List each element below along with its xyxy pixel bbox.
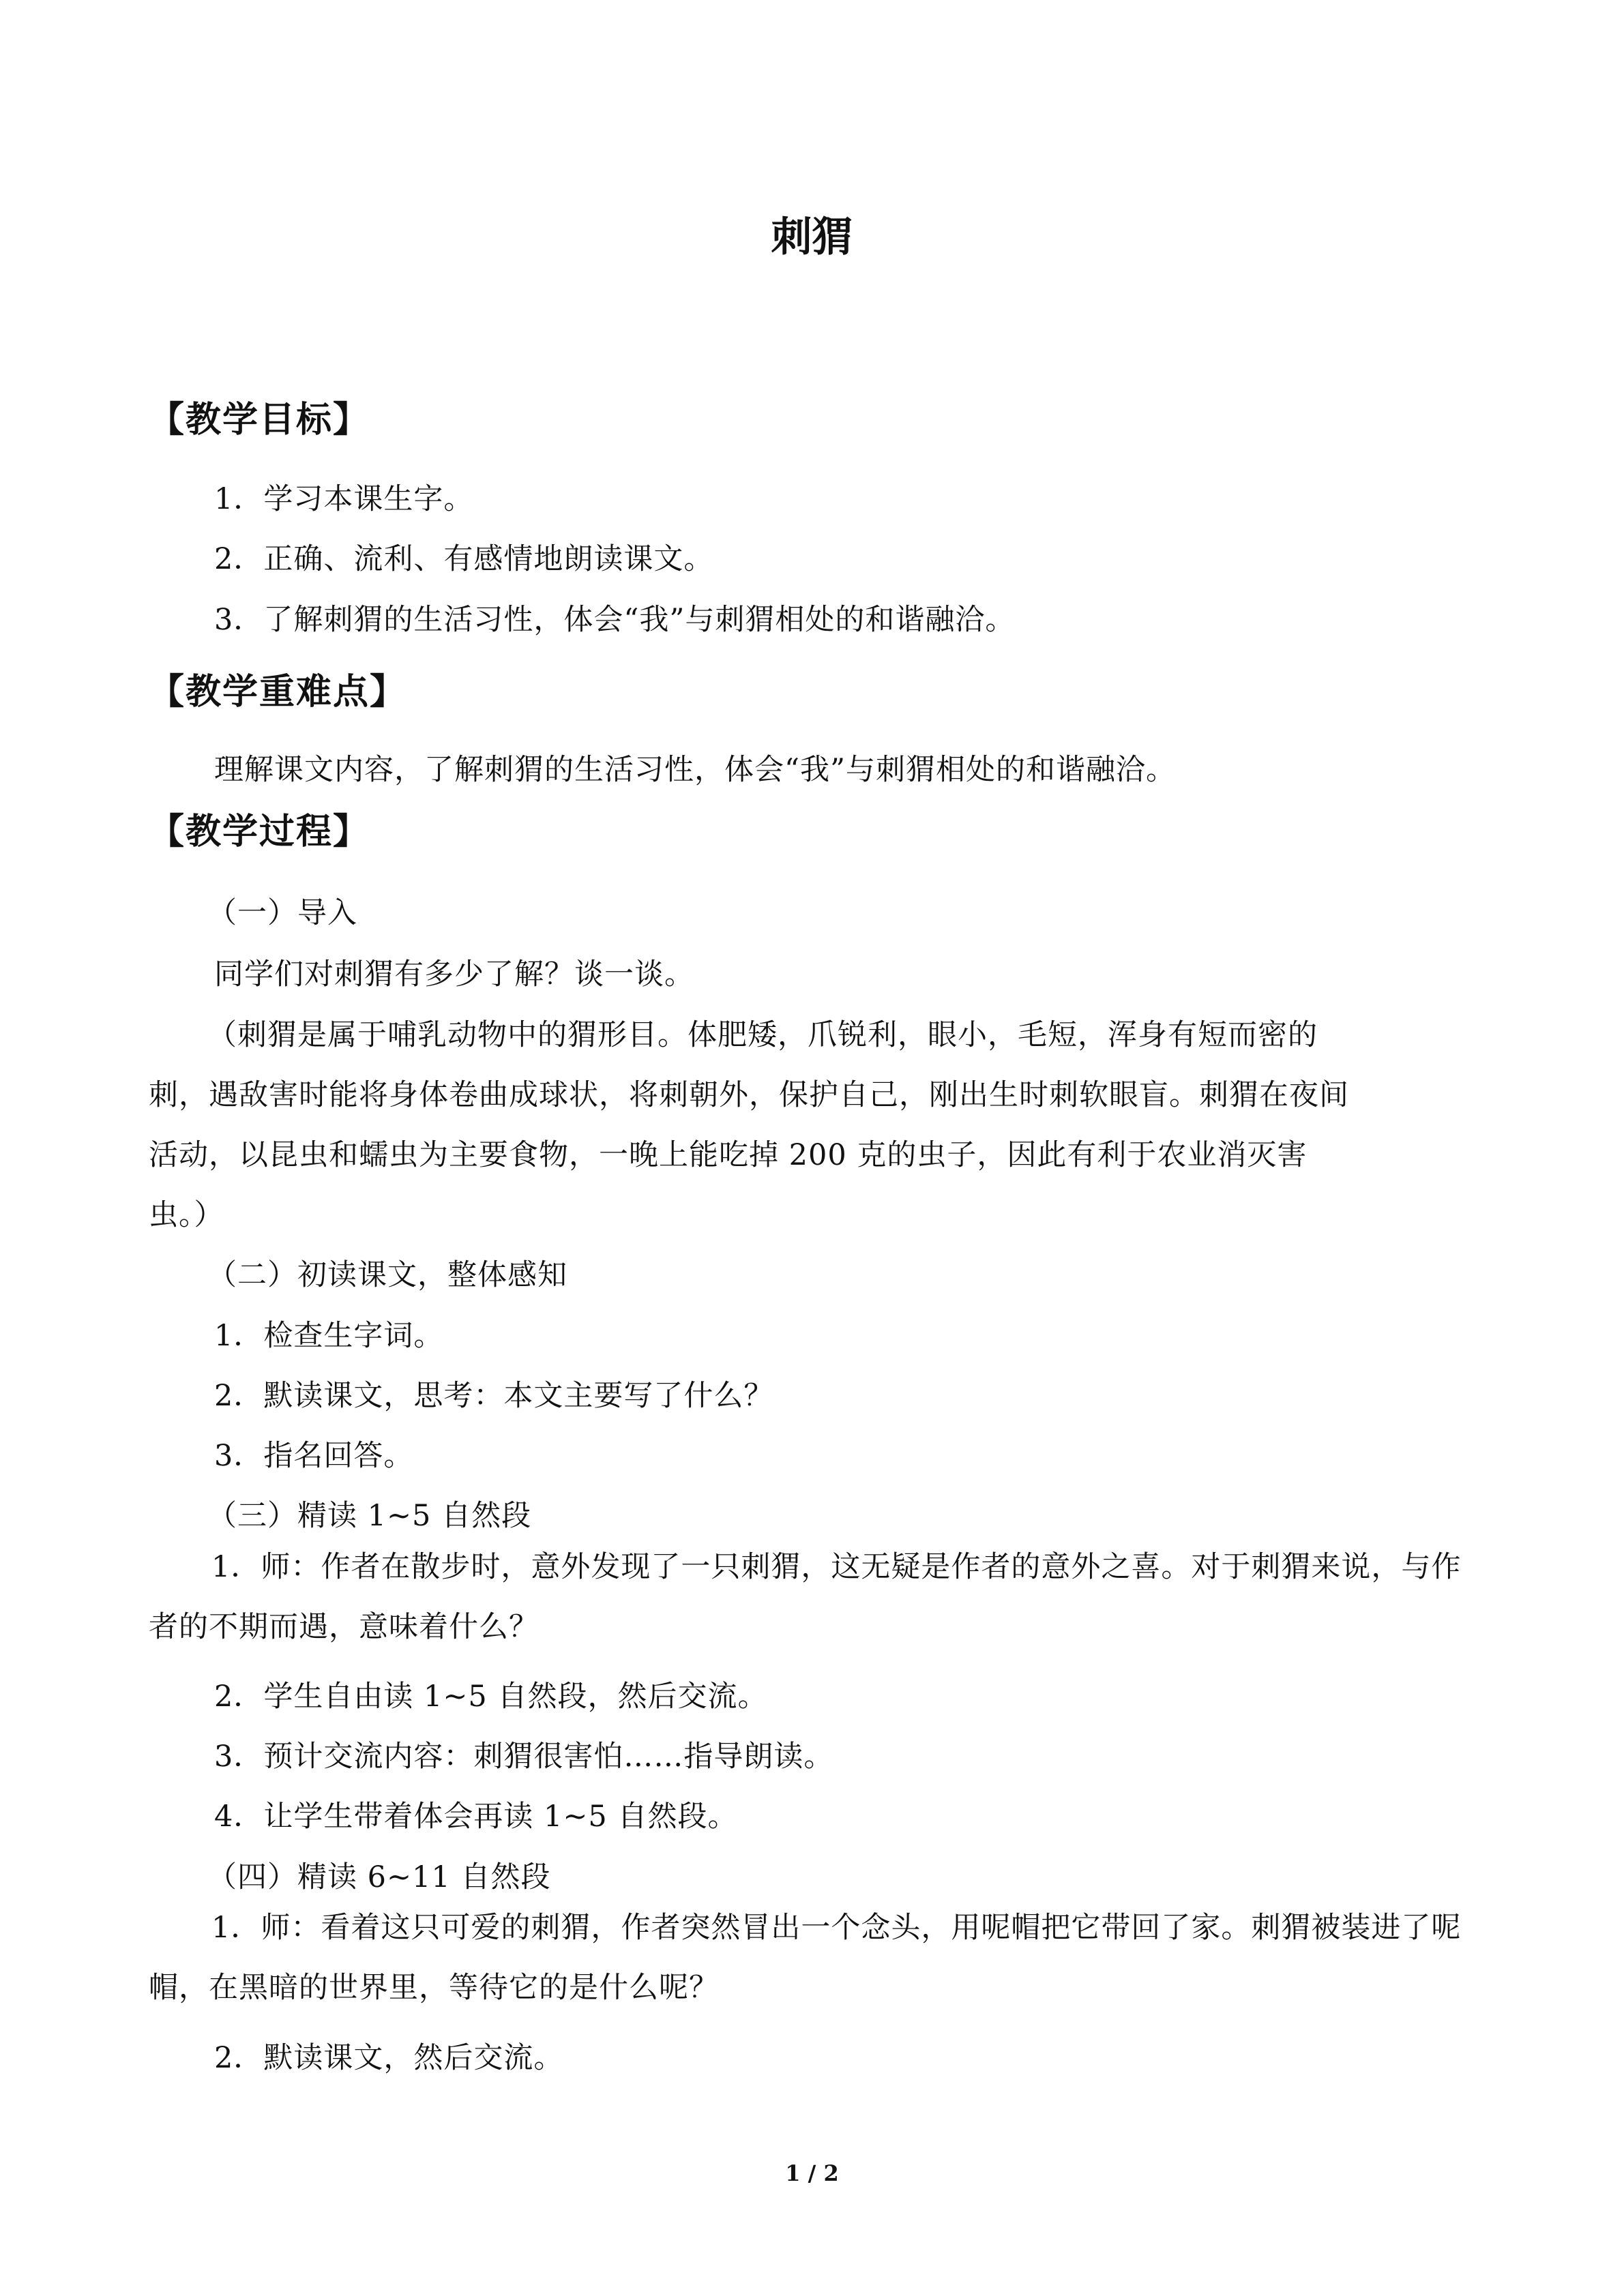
heading-teaching-process: 【教学过程】 xyxy=(149,811,370,852)
intro-note-line: 活动，以昆虫和蠕虫为主要食物，一晚上能吃掉 200 克的虫子，因此有利于农业消灭害 xyxy=(149,1138,1308,1172)
list-item-paragraph: 1．师：看着这只可爱的刺猬，作者突然冒出一个念头，用呢帽把它带回了家。刺猬被装进了呢帽，在黑暗的世界里，等待它的是什么呢？ xyxy=(149,1911,1462,2005)
intro-note-line: （刺猬是属于哺乳动物中的猬形目。体肥矮，爪锐利，眼小，毛短，浑身有短而密的 xyxy=(207,1018,1318,1052)
list-item: 3．指名回答。 xyxy=(214,1439,414,1473)
part-title: （二）初读课文，整体感知 xyxy=(207,1258,567,1292)
list-item-paragraph: 1．师：作者在散步时，意外发现了一只刺猬，这无疑是作者的意外之喜。对于刺猬来说，与作者的不期而遇，意味着什么？ xyxy=(149,1550,1462,1644)
intro-note-line: 虫。） xyxy=(149,1198,224,1232)
goal-item: 3．了解刺猬的生活习性，体会“我”与刺猬相处的和谐融洽。 xyxy=(214,603,1016,637)
intro-note-line: 刺，遇敌害时能将身体卷曲成球状，将刺朝外，保护自己，刚出生时刺软眼盲。刺猬在夜间 xyxy=(149,1078,1349,1112)
list-item: 2．学生自由读 1~5 自然段，然后交流。 xyxy=(214,1680,768,1714)
part-title: （四）精读 6~11 自然段 xyxy=(207,1860,551,1894)
goal-item: 2．正确、流利、有感情地朗读课文。 xyxy=(214,542,714,576)
key-points-text: 理解课文内容，了解刺猬的生活习性，体会“我”与刺猬相处的和谐融洽。 xyxy=(214,753,1176,787)
intro-question: 同学们对刺猬有多少了解？谈一谈。 xyxy=(214,957,694,992)
list-item: 3．预计交流内容：刺猬很害怕……指导朗读。 xyxy=(214,1740,834,1774)
part-title: （一）导入 xyxy=(207,896,357,930)
list-item: 2．默读课文，思考：本文主要写了什么？ xyxy=(214,1379,774,1413)
heading-key-points: 【教学重难点】 xyxy=(149,672,407,713)
heading-teaching-goals: 【教学目标】 xyxy=(149,400,370,441)
goal-item: 1．学习本课生字。 xyxy=(214,482,474,516)
list-item: 4．让学生带着体会再读 1~5 自然段。 xyxy=(214,1800,738,1834)
document-title: 刺猬 xyxy=(771,213,853,261)
list-item: 2．默读课文，然后交流。 xyxy=(214,2041,564,2075)
page-number: 1 / 2 xyxy=(785,2160,839,2186)
list-item: 1．检查生字词。 xyxy=(214,1319,444,1353)
part-title: （三）精读 1~5 自然段 xyxy=(207,1499,532,1533)
